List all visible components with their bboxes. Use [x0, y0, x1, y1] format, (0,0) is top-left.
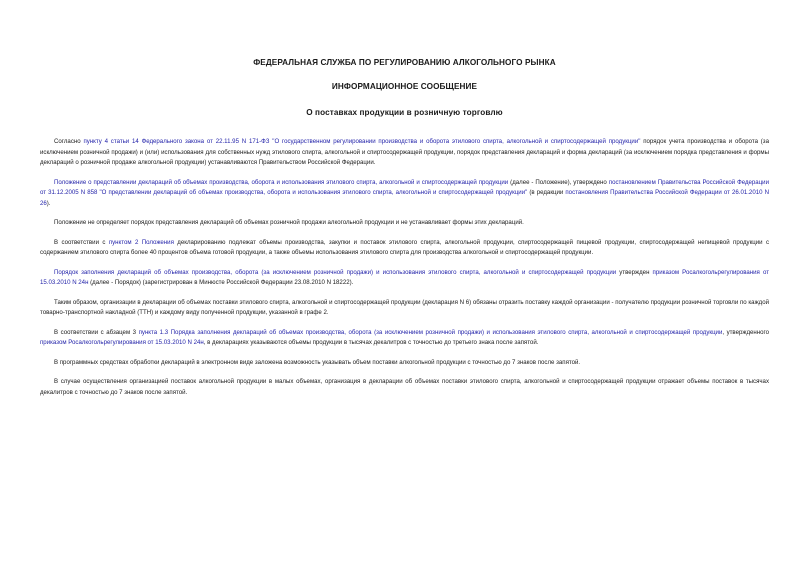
- text: В случае осуществления организацией поставок алкогольной продукции в малых объемах, организация в декларации об объемах поставки этилового спирта, алкогольной и спиртосодержащей продукции отражает объемы поставок в тысячах декалитров с точностью до 7 знаков после запятой.: [40, 378, 769, 396]
- law-171-fz-link[interactable]: пункту 4 статьи 14 Федерального закона от 22.11.95 N 171-ФЗ "О государственном регулировании производства и оборота этилового спирта, алкогольной и спиртосодержащей продукции": [83, 138, 641, 145]
- resolution-26-link[interactable]: постановления Правительства Российской Федерации от 26.01.2010 N 26: [40, 189, 769, 207]
- text: Согласно: [54, 138, 84, 145]
- order-24n-link[interactable]: приказом Росалкогольрегулирования от 15.03.2010 N 24н: [40, 339, 204, 346]
- paragraph-2: [40, 178, 769, 210]
- text: утвержден: [616, 268, 653, 276]
- paragraph-6: [40, 298, 769, 319]
- paragraph-1: [40, 137, 769, 169]
- paragraph-8: [40, 358, 769, 369]
- document-body: [40, 137, 769, 398]
- text: (далее - Положение), утверждено: [508, 178, 609, 186]
- regulation-point-2-link[interactable]: пунктом 2 Положения: [108, 238, 174, 246]
- text: , утвержденного: [722, 328, 770, 336]
- paragraph-9: [40, 377, 769, 398]
- text: В соответствии с: [54, 238, 109, 246]
- text: (в редакции: [527, 189, 566, 196]
- regulation-link[interactable]: Положение о представлении деклараций об объемах производства, оборота и использования этилового спирта, алкогольной и спиртосодержащей продукции: [54, 178, 509, 186]
- paragraph-3: [40, 218, 769, 229]
- procedure-point-1-3-link[interactable]: пункта 1.3 Порядка заполнения деклараций об объемах производства, оборота (за исключением розничной продажи) и использования этилового спирта, алкогольной и спиртосодержащей продукции: [138, 328, 723, 336]
- document-type: ИНФОРМАЦИОННОЕ СООБЩЕНИЕ: [331, 82, 478, 91]
- text: (далее - Порядок) (зарегистрирован в Минюсте Российской Федерации 23.08.2010 N 18222).: [88, 279, 354, 286]
- text: , в декларациях указываются объемы продукции в тысячах декалитров с точностью до третьего знака после запятой.: [203, 339, 539, 346]
- agency-title: ФЕДЕРАЛЬНАЯ СЛУЖБА ПО РЕГУЛИРОВАНИЮ АЛКОГОЛЬНОГО РЫНКА: [253, 58, 556, 67]
- paragraph-5: [40, 268, 769, 289]
- resolution-858-link[interactable]: постановлением Правительства Российской Федерации от 31.12.2005 N 858 "О представлении деклараций об объемах производства, оборота и использования этилового спирта, алкогольной и спиртосодержащей продукции": [40, 178, 769, 196]
- text: Положение не определяет порядок представления деклараций об объемах розничной продажи алкогольной продукции и не устанавливает формы этих деклараций.: [54, 219, 524, 226]
- filling-procedure-link[interactable]: Порядок заполнения деклараций об объемах производства, оборота (за исключением розничной продажи) и использования этилового спирта, алкогольной и спиртосодержащей продукции: [54, 268, 617, 276]
- order-24n-link[interactable]: приказом Росалкогольрегулирования от 15.03.2010 N 24н: [40, 268, 769, 286]
- text: Таким образом, организации в декларации об объемах поставки этилового спирта, алкогольной и спиртосодержащей продукции (декларация N 6) обязаны отразить поставку каждой организации - получателю продукции розничной торговли по каждой товарно-транспортной накладной (ТТН) и каждому виду полученной продукции, указанной в графе 2.: [40, 298, 769, 316]
- text: В программных средствах обработки деклараций в электронном виде заложена возможность указывать объем поставки алкогольной продукции с точностью до 7 знаков после запятой.: [54, 358, 581, 366]
- document-subject: О поставках продукции в розничную торговлю: [306, 108, 503, 117]
- paragraph-4: [40, 238, 769, 259]
- text: декларированию подлежат объемы производства, закупки и поставок этилового спирта, алкогольной продукции, спиртосодержащей пищевой продукции, спиртосодержащей непищевой продукции с содержанием этилового спирта более 40 процентов объема готовой продукции, а также объемы использования этилового спирта для производства алкогольной и спиртосодержащей продукции.: [40, 238, 770, 256]
- text: порядок учета производства и оборота (за исключением розничной продажи) и (или) использования для собственных нужд этилового спирта, алкогольной и спиртосодержащей продукции, порядок представления деклараций и форма деклараций (за исключением порядка представления и формы деклараций о розничной продаже алкогольной продукции) устанавливаются Правительством Российской Федерации.: [40, 138, 769, 166]
- paragraph-7: [40, 328, 769, 349]
- text: В соответствии с абзацем 3: [54, 328, 139, 336]
- text: ).: [46, 199, 51, 207]
